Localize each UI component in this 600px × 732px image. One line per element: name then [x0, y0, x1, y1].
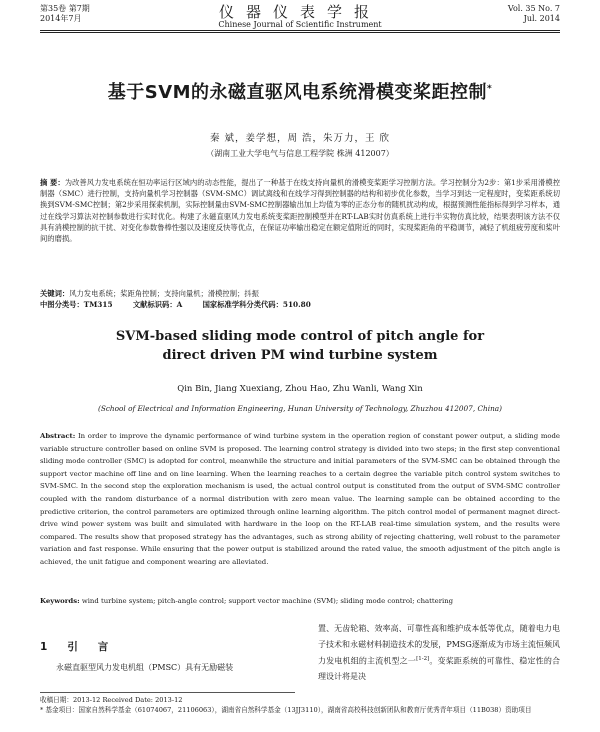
section-heading-introduction	[40, 639, 128, 654]
authors-en: Qin Bin, Jiang Xuexiang, Zhou Hao, Zhu Wanli, Wang Xin	[177, 384, 423, 394]
paper-title-en	[40, 327, 560, 365]
intro-paragraph-right	[318, 621, 560, 685]
authors-cn: 秦 斌，姜学想，周 浩，朱万力，王 欣	[209, 133, 391, 144]
keywords-cn	[40, 288, 560, 299]
title-en-line-1: SVM-based sliding mode control of pitch angle for	[115, 329, 485, 344]
date-cn: 2014年7月	[40, 14, 82, 23]
section-number: 1	[40, 641, 48, 653]
abstract-cn-text: 为改善风力发电系统在恒功率运行区域内的动态性能，提出了一种基于在线支持向量机的滑模变桨距学习控制方法。学习控制分为2步：第1步采用滑模控制器（SMC）进行控制，支持向量机学习控制器（SVM-SMC）调试离线和在线学习得到控制器的结构和初步优化参数，当学习到达一定程度时，变桨距系统切换到SVM-SMC控制；第2步采用探索机制，实际控制量由SVM-SMC控制器输出加上均值为零的正态分布的随机扰动构成，根据预测性能指标得到学习样本，通过在线学习算法对控制参数进行实时优化。构建了永磁直驱风力发电系统变桨距控制模型并在RT-LAB实时仿真系统上进行半实物仿真比较，结果表明该方法不仅具有消模控制的抗干扰、对变化参数鲁棒性强以及速度反快等优点，在保证功率输出稳定在额定值附近的同时，实现桨距角的平稳调节，减轻了机组疲劳度和桨叶间的磨损。	[40, 178, 561, 244]
keywords-en-text: wind turbine system; pitch-angle control; support vector machine (SVM); sliding mode control; chattering	[81, 597, 454, 605]
journal-title-cn: 仪器仪表学报	[218, 3, 381, 21]
affiliation-cn: （湖南工业大学电气与信息工程学院 株洲 412007）	[206, 149, 394, 158]
keywords-en-label: Keywords:	[40, 597, 80, 605]
fund-note	[40, 705, 560, 715]
subject-code: 国家标准学科分类代码：510.80	[202, 300, 311, 309]
fund-label: * 基金项目：	[40, 706, 79, 714]
abstract-cn-label: 摘 要：	[40, 178, 65, 187]
paper-title-cn	[30, 78, 570, 104]
classification-line	[40, 299, 560, 310]
abstract-en-text: In order to improve the dynamic performance of wind turbine system in the operation region of constant power output, a sliding mode variable structure controller based on online SVM is proposed. The learning control strategy is divided into two steps; in the first step conventional sliding mode controller (SMC) is adopted for control, meanwhile the structure and initial parameters of the SVM-SMC can be obtained through the support vector machine off line and on line learning. When the learning reaches to a certain degree the variable pitch control system switches to SVM-SMC. In the second step the exploration mechanism is used, the actual control output is constituted from the output of SVM-SMC controller coupled with the random disturbance of a normal distribution with zero mean value. The learning sample can be obtained according to the predictive criterion, the control parameters are optimized through online learning algorithm. The pitch control model of permanent magnet direct-drive wind power system was built and simulated with hardware in the loop on the RT-LAB real-time simulation system, and the results were compared. The results show that proposed strategy has the advantages, such as strong ability of rejecting chattering, well robust to the parameter variation and fast response. While ensuring that the power output is stabilized around the rated value, the smooth adjustment of the pitch angle is achieved, the unit fatigue and component wearing are alleviated.	[40, 432, 560, 566]
keywords-cn-text: 风力发电系统；桨距角控制；支持向量机；滑模控制；抖振	[69, 289, 259, 298]
intro-citation: [1-2]	[416, 656, 430, 662]
footnotes	[40, 695, 560, 715]
document-code: 文献标识码：A	[132, 300, 183, 309]
header-center	[40, 4, 560, 30]
header-rule-bottom	[40, 32, 560, 33]
volume-en: Vol. 35 No. 7	[507, 4, 560, 13]
keywords-cn-label: 关键词：	[40, 289, 70, 298]
title-cn-text: 基于SVM的永磁直驱风电系统滑模变桨距控制	[107, 82, 488, 103]
header-rule-top	[40, 30, 560, 31]
title-en-line-2: direct driven PM wind turbine system	[162, 348, 438, 363]
fund-text: 国家自然科学基金（61074067，21106063），湖南省自然科学基金（13JJ3110），湖南省高校科技创新团队和教育厅优秀青年项目（11B038）资助项目	[78, 706, 532, 714]
date-en: Jul. 2014	[523, 14, 560, 23]
clc-code: 中图分类号：TM315	[40, 300, 113, 309]
running-header	[40, 4, 560, 30]
abstract-en	[40, 430, 560, 569]
intro-right-text-end: 。变桨距系统的可靠性、稳定性的合理设计将是决	[318, 656, 561, 682]
title-footnote-mark: *	[487, 84, 493, 94]
section-title: 引言	[67, 641, 129, 653]
affiliation-en: (School of Electrical and Information Engineering, Hunan University of Technology, Zhuzhou 412007, China)	[98, 404, 502, 413]
keywords-en	[40, 596, 560, 607]
abstract-en-label: Abstract:	[40, 432, 76, 440]
received-date: 收稿日期：2013-12 Received Date: 2013-12	[40, 696, 183, 704]
intro-right-text: 置、无齿轮箱、效率高、可靠性高和维护成本低等优点，随着电力电子技术和永磁材料制造技术的发展，PMSG逐渐成为市场主流恒频风力发电机组的主流机型之一	[318, 624, 560, 666]
intro-paragraph-left: 永磁直驱型风力发电机组（PMSC）具有无励磁装	[56, 663, 234, 672]
header-right	[508, 4, 560, 24]
journal-title-en: Chinese Journal of Scientific Instrument	[218, 20, 382, 29]
abstract-cn	[40, 177, 560, 244]
volume-cn: 第35卷 第7期	[40, 4, 90, 13]
footnote-rule	[40, 692, 295, 693]
